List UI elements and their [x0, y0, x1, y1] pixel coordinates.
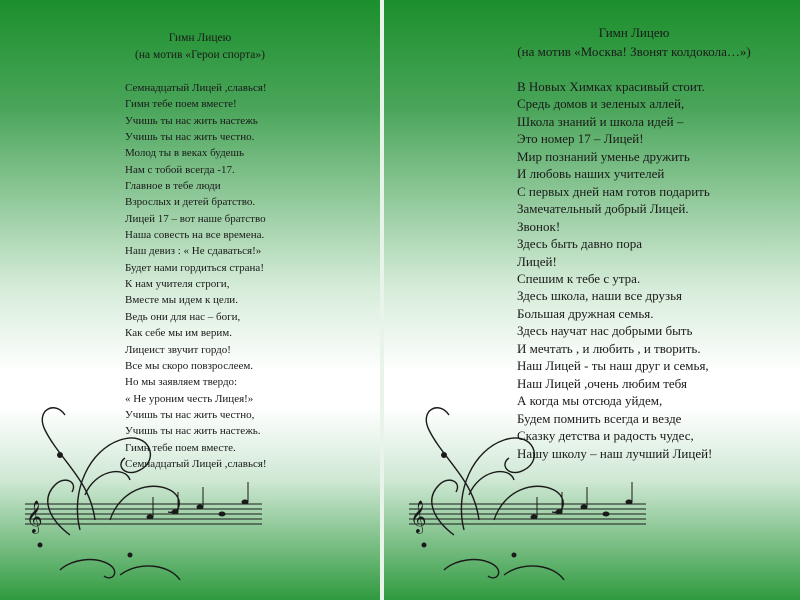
right-poem-line: Нашу школу – наш лучший Лицей!	[517, 445, 713, 461]
right-poem-line: И мечтать , и любить , и творить.	[517, 340, 701, 356]
right-poem-line: И любовь наших учителей	[517, 166, 665, 182]
left-poem-line: Гимн тебе поем вместе!	[125, 98, 237, 111]
left-poem-line: Учишь ты нас жить честно,	[125, 408, 255, 421]
left-poem-line: Наша совесть на все времена.	[125, 229, 265, 242]
right-poem-line: А когда мы отсюда уйдем,	[517, 393, 663, 409]
left-poem-line: Учишь ты нас жить настежь	[125, 114, 258, 127]
left-poem-line: Наш девиз : « Не сдаваться!»	[125, 245, 262, 258]
left-page	[0, 0, 380, 600]
left-poem-line: Лицеист звучит гордо!	[125, 343, 231, 356]
right-poem-line: Звонок!	[517, 218, 561, 234]
left-poem-line: Но мы заявляем твердо:	[125, 376, 238, 389]
left-poem-line: Ведь они для нас – боги,	[125, 310, 241, 323]
right-poem-subtitle: (на мотив «Москва! Звонят колдокола…»)	[517, 44, 751, 59]
right-poem-title-block	[484, 23, 784, 61]
left-poem-subtitle: (на мотив «Герои спорта»)	[135, 49, 265, 61]
right-poem-line: Лицей!	[517, 253, 557, 269]
right-poem-title: Гимн Лицею	[598, 25, 670, 40]
left-poem-line: Нам с тобой всегда -17.	[125, 163, 235, 176]
right-poem-line: Мир познаний уменье дружить	[517, 148, 690, 164]
left-poem-line: Будет нами гордиться страна!	[125, 261, 264, 274]
svg-text:𝄞: 𝄞	[26, 500, 43, 533]
right-poem-line: Спешим к тебе с утра.	[517, 270, 641, 286]
right-poem-line: Наш Лицей - ты наш друг и семья,	[517, 358, 709, 374]
left-poem-line: Гимн тебе поем вместе.	[125, 441, 236, 454]
left-poem-line: Лицей 17 – вот наше братство	[125, 212, 266, 225]
right-poem-line: Это номер 17 – Лицей!	[517, 131, 644, 147]
right-poem-line: Наш Лицей ,очень любим тебя	[517, 375, 687, 391]
svg-text:𝄞: 𝄞	[410, 500, 427, 533]
left-poem-line: Как себе мы им верим.	[125, 327, 232, 340]
right-poem-line: Здесь школа, наши все друзья	[517, 288, 683, 304]
left-poem-line: Взрослых и детей братство.	[125, 196, 256, 209]
right-poem-line: Здесь быть давно пора	[517, 236, 643, 252]
right-poem-line: Средь домов и зеленых аллей,	[517, 96, 685, 112]
right-page	[384, 0, 800, 600]
left-poem-line: Семнадцатый Лицей ,славься!	[125, 457, 267, 470]
right-poem-line: Большая дружная семья.	[517, 305, 654, 321]
left-poem-line: Главное в тебе люди	[125, 180, 221, 193]
left-poem-title: Гимн Лицею	[168, 32, 232, 44]
left-poem-line: Учишь ты нас жить честно.	[125, 131, 255, 144]
music-staff-ornament-right	[384, 370, 764, 600]
left-poem-line: Вместе мы идем к цели.	[125, 294, 238, 307]
left-poem-line: « Не уроним честь Лицея!»	[125, 392, 254, 405]
right-poem-line: В Новых Химках красивый стоит.	[517, 79, 705, 94]
left-poem-line: Все мы скоро повзрослеем.	[125, 359, 254, 372]
right-poem-line: С первых дней нам готов подарить	[517, 183, 710, 199]
left-poem-line: К нам учителя строги,	[125, 278, 230, 291]
left-poem-line: Учишь ты нас жить настежь.	[125, 425, 261, 438]
right-poem-line: Здесь научат нас добрыми быть	[517, 323, 693, 339]
right-poem-line: Сказку детства и радость чудес,	[517, 428, 694, 444]
left-poem-line: Молод ты в веках будешь	[125, 147, 245, 160]
music-staff-ornament	[0, 370, 380, 600]
right-poem-line: Школа знаний и школа идей –	[517, 113, 684, 129]
left-poem-title-block	[100, 30, 300, 64]
right-poem-line: Замечательный добрый Лицей.	[517, 201, 689, 217]
left-poem-line: Семнадцатый Лицей ,славься!	[125, 82, 267, 94]
right-poem-line: Будем помнить всегда и везде	[517, 410, 682, 426]
